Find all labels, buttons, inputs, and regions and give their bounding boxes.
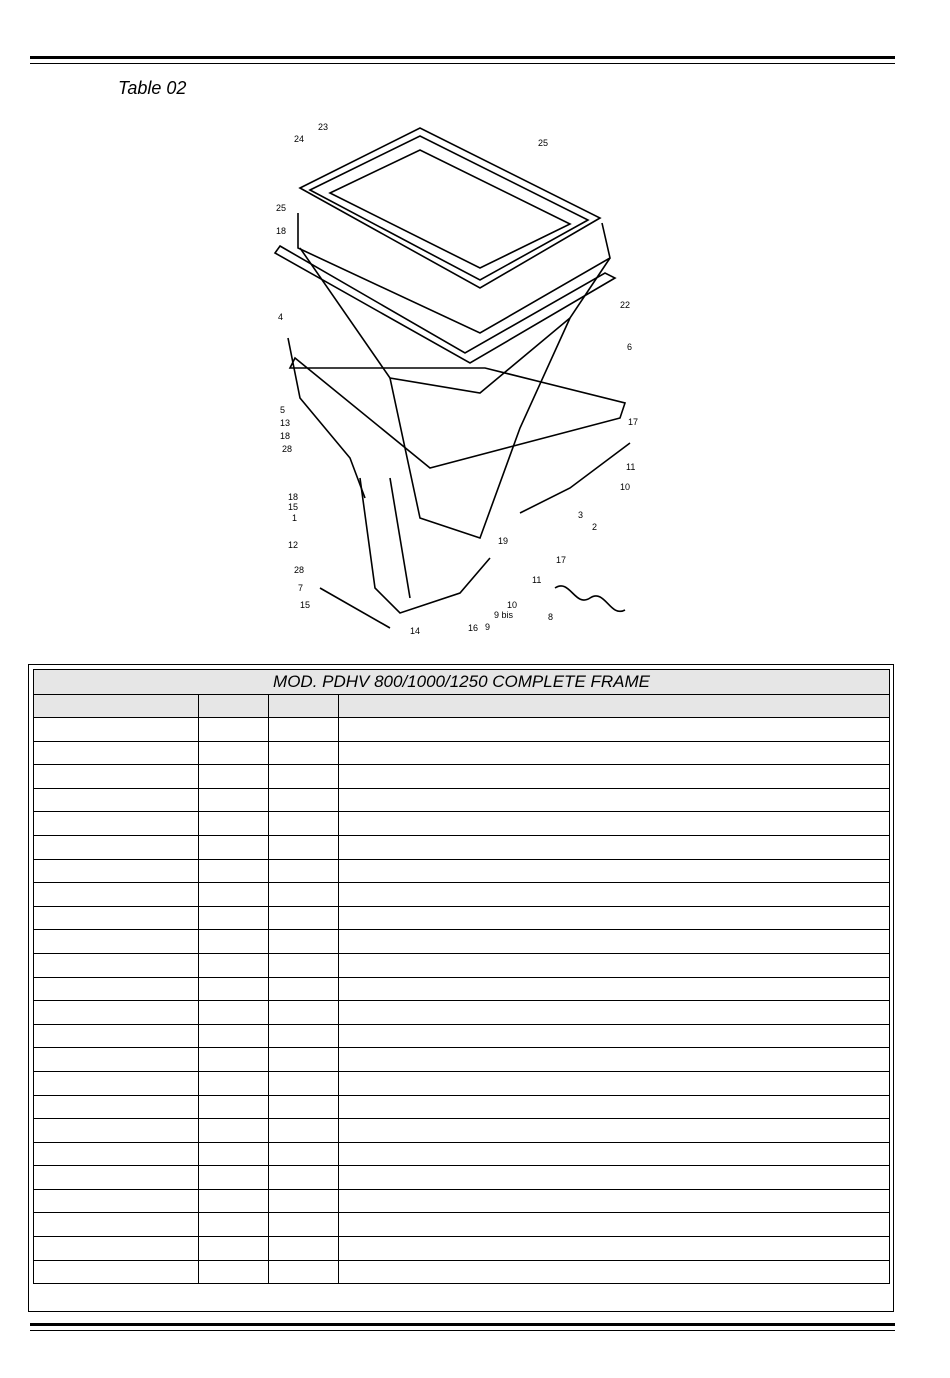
svg-text:5: 5 [280, 405, 286, 415]
table-cell [199, 741, 269, 765]
svg-text:1: 1 [292, 513, 298, 523]
svg-text:7: 7 [298, 583, 304, 593]
svg-text:10: 10 [620, 482, 631, 492]
table-cell [34, 1001, 199, 1025]
table-cell [269, 835, 339, 859]
table-cell [34, 930, 199, 954]
table-cell [269, 718, 339, 742]
table-cell [199, 977, 269, 1001]
table-cell [34, 718, 199, 742]
table-cell [34, 812, 199, 836]
table-cell [339, 1213, 890, 1237]
table-cell [199, 765, 269, 789]
table-cell [199, 1213, 269, 1237]
svg-text:18: 18 [276, 226, 287, 236]
table-cell [199, 1166, 269, 1190]
table-row [34, 1071, 890, 1095]
table-cell [339, 1189, 890, 1213]
table-row [34, 835, 890, 859]
svg-text:17: 17 [628, 417, 639, 427]
table-row [34, 953, 890, 977]
table-label: Table 02 [118, 78, 187, 98]
table-row [34, 718, 890, 742]
svg-text:18: 18 [280, 431, 291, 441]
table-row [34, 1213, 890, 1237]
header-cell [269, 695, 339, 718]
table-cell [269, 953, 339, 977]
table-cell [339, 1071, 890, 1095]
svg-text:25: 25 [276, 203, 287, 213]
table-row [34, 1001, 890, 1025]
table-cell [339, 788, 890, 812]
bottom-rule-thin [30, 1330, 895, 1331]
table-cell [34, 1119, 199, 1143]
svg-text:3: 3 [578, 510, 584, 520]
table-cell [339, 1024, 890, 1048]
bottom-rule-thick [30, 1323, 895, 1326]
axle [320, 588, 390, 628]
svg-text:24: 24 [294, 134, 305, 144]
svg-text:14: 14 [410, 626, 421, 636]
table-cell [34, 1048, 199, 1072]
table-cell [199, 953, 269, 977]
table-cell [339, 718, 890, 742]
table-cell [34, 906, 199, 930]
parts-table-caption: MOD. PDHV 800/1000/1250 COMPLETE FRAME [34, 670, 890, 695]
table-cell [269, 1024, 339, 1048]
table-cell [269, 1048, 339, 1072]
table-cell [339, 1001, 890, 1025]
table-cell [34, 1237, 199, 1261]
table-cell [339, 835, 890, 859]
table-cell [34, 1260, 199, 1284]
table-cell [199, 1142, 269, 1166]
svg-text:22: 22 [620, 300, 631, 310]
table-cell [34, 765, 199, 789]
table-cell [269, 1189, 339, 1213]
table-cell [34, 788, 199, 812]
table-row [34, 812, 890, 836]
table-cell [199, 1001, 269, 1025]
table-cell [199, 883, 269, 907]
svg-text:12: 12 [288, 540, 299, 550]
table-cell [269, 1095, 339, 1119]
table-cell [34, 1142, 199, 1166]
svg-text:8: 8 [548, 612, 554, 622]
svg-text:10: 10 [507, 600, 518, 610]
table-cell [269, 1119, 339, 1143]
svg-text:23: 23 [318, 122, 329, 132]
table-cell [339, 859, 890, 883]
table-cell [269, 765, 339, 789]
table-row [34, 883, 890, 907]
table-cell [269, 1001, 339, 1025]
table-cell [199, 1237, 269, 1261]
table-row [34, 1260, 890, 1284]
svg-text:28: 28 [282, 444, 293, 454]
table-cell [339, 906, 890, 930]
header-cell [339, 695, 890, 718]
table-cell [199, 906, 269, 930]
table-cell [269, 1213, 339, 1237]
top-rule-thin [30, 63, 895, 64]
svg-text:28: 28 [294, 565, 305, 575]
table-cell [199, 718, 269, 742]
table-cell [199, 1260, 269, 1284]
svg-text:4: 4 [278, 312, 284, 322]
table-row [34, 1142, 890, 1166]
table-cell [34, 1189, 199, 1213]
parts-table-header [34, 695, 890, 718]
table-cell [269, 1071, 339, 1095]
table-row [34, 1119, 890, 1143]
svg-text:9 bis: 9 bis [494, 610, 514, 620]
table-cell [199, 930, 269, 954]
table-cell [269, 930, 339, 954]
svg-text:18: 18 [288, 492, 299, 502]
table-cell [339, 1142, 890, 1166]
table-row [34, 765, 890, 789]
table-cell [269, 788, 339, 812]
table-cell [339, 953, 890, 977]
table-cell [269, 883, 339, 907]
table-cell [199, 1071, 269, 1095]
table-cell [339, 930, 890, 954]
header-cell [199, 695, 269, 718]
table-row [34, 1048, 890, 1072]
table-cell [199, 1048, 269, 1072]
exploded-frame-diagram [270, 118, 650, 638]
table-cell [34, 1071, 199, 1095]
svg-text:2: 2 [592, 522, 598, 532]
table-cell [199, 1189, 269, 1213]
table-cell [34, 1166, 199, 1190]
table-cell [199, 1095, 269, 1119]
table-cell [34, 835, 199, 859]
table-cell [269, 1260, 339, 1284]
table-cell [34, 1213, 199, 1237]
table-cell [199, 1024, 269, 1048]
table-cell [34, 883, 199, 907]
svg-text:11: 11 [626, 462, 636, 472]
table-cell [339, 977, 890, 1001]
table-row [34, 977, 890, 1001]
table-cell [269, 1237, 339, 1261]
svg-text:6: 6 [627, 342, 633, 352]
table-cell [199, 788, 269, 812]
handle-frame [290, 358, 625, 468]
leg-frame [360, 478, 490, 613]
parts-table-frame [28, 664, 894, 1312]
table-cell [199, 835, 269, 859]
table-cell [339, 1237, 890, 1261]
table-cell [339, 1119, 890, 1143]
table-row [34, 1166, 890, 1190]
table-cell [269, 812, 339, 836]
table-row [34, 1189, 890, 1213]
handle-right [520, 443, 630, 513]
table-cell [269, 859, 339, 883]
table-cell [34, 1024, 199, 1048]
table-cell [199, 1119, 269, 1143]
table-cell [339, 1048, 890, 1072]
parts-table [33, 669, 890, 1284]
table-row [34, 906, 890, 930]
table-cell [269, 1142, 339, 1166]
table-cell [199, 859, 269, 883]
table-cell [339, 741, 890, 765]
table-row [34, 1024, 890, 1048]
ring-frame [275, 246, 615, 363]
header-cell [34, 695, 199, 718]
table-cell [269, 741, 339, 765]
table-cell [269, 906, 339, 930]
table-row [34, 1237, 890, 1261]
table-cell [269, 977, 339, 1001]
svg-text:13: 13 [280, 418, 291, 428]
svg-text:17: 17 [556, 555, 567, 565]
svg-text:19: 19 [498, 536, 509, 546]
parts-table-body [34, 718, 890, 1284]
table-cell [269, 1166, 339, 1190]
table-cell [339, 1095, 890, 1119]
table-cell [34, 859, 199, 883]
top-rule-thick [30, 56, 895, 59]
table-cell [34, 741, 199, 765]
table-row [34, 741, 890, 765]
svg-text:15: 15 [300, 600, 311, 610]
table-row [34, 1095, 890, 1119]
table-row [34, 859, 890, 883]
table-cell [339, 883, 890, 907]
svg-text:11: 11 [532, 575, 542, 585]
table-cell [339, 1166, 890, 1190]
svg-text:25: 25 [538, 138, 549, 148]
table-cell [199, 812, 269, 836]
table-cell [339, 812, 890, 836]
table-row [34, 788, 890, 812]
table-row [34, 930, 890, 954]
svg-text:9: 9 [485, 622, 491, 632]
table-cell [34, 953, 199, 977]
svg-text:16: 16 [468, 623, 479, 633]
table-cell [339, 765, 890, 789]
table-cell [339, 1260, 890, 1284]
table-cell [34, 1095, 199, 1119]
svg-text:15: 15 [288, 502, 299, 512]
agitator-shaft [555, 586, 625, 611]
table-cell [34, 977, 199, 1001]
